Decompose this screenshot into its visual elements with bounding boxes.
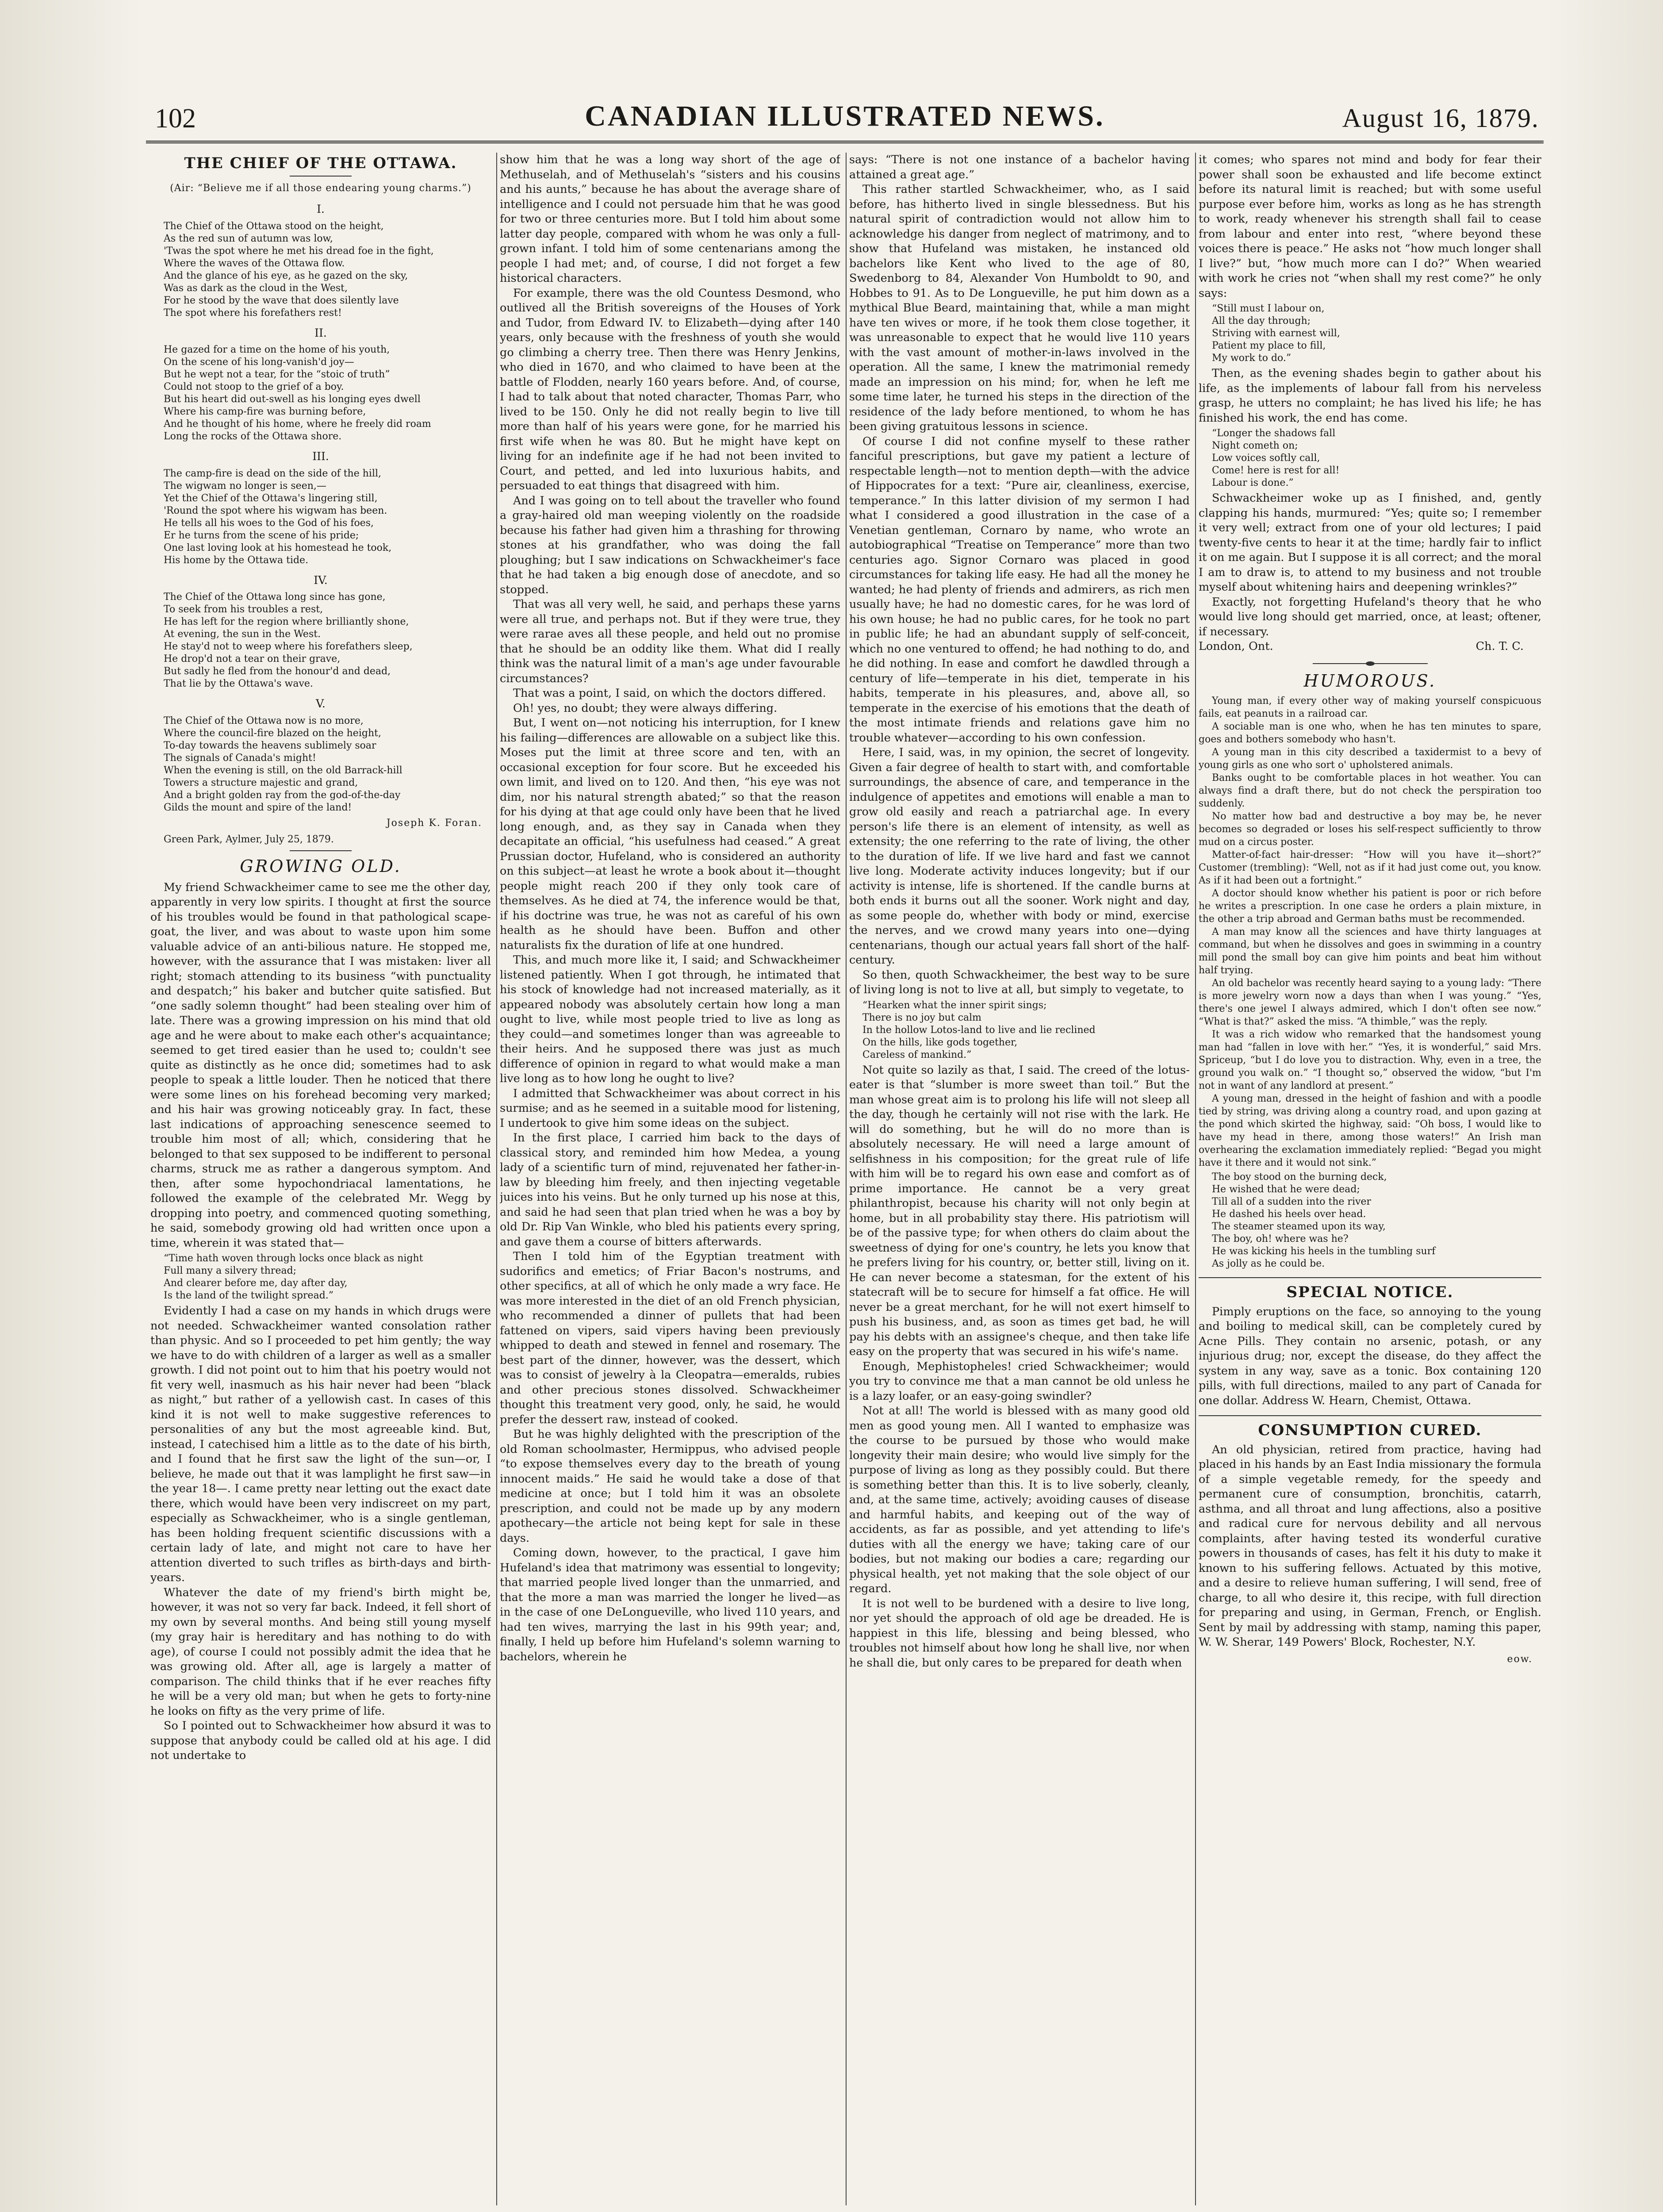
humor-item: Matter-of-fact hair-dresser: “How will you have it—short?” Customer (trembling): “Well, not as if it had just come out, you know. As if it had been out a fortnight.” [1199,849,1541,886]
paragraph: Evidently I had a case on my hands in which drugs were not needed. Schwackheimer wanted consolation rather than physic. And so I proceeded to pet him gently; the way we have to do with children of a larger as well as a smaller growth. I did not point out to him that his poetry would not fit very well, inasmuch as his hair never had been “black as night,” but rather of a yellowish cast. In cases of this kind it is not well to make suggestive references to personalities of any but the most agreeable kind. But, instead, I catechised him a little as to the date of his birth, and I found that he first saw the light of the sun—or, I believe, he made out that it was lamplight he first saw—in the year 18—. I came pretty near letting out the exact date there, which would have been very indiscreet on my part, especially as Schwackheimer, who is a single gentleman, has been holding frequent scientific discussions with a certain lady of late, and might not care to have her attention diverted to such trifles as birth-days and birth-years. [150,1304,491,1584]
section-rule [290,850,352,851]
column-divider [496,153,497,2205]
humor-item: Young man, if every other way of making yourself conspicuous fails, eat peanuts in a railroad car. [1199,695,1541,719]
verse-quote: “Hearken what the inner spirit sings; There is no joy but calm In the hollow Lotos-land to live and lie reclined On the hills, like gods together, Careless of mankind.” [862,999,1096,1060]
paragraph: says: “There is not one instance of a bachelor having attained a great age.” [849,153,1190,181]
section-rule [1199,1277,1541,1278]
page-edge-shading [1548,0,1663,2212]
paragraph: And I was going on to tell about the traveller who found a gray-haired old man weeping violently on the roadside because his father had given him a thrashing for throwing stones at his grandfather, who was doing the fall ploughing; but I saw indications on Schwackheimer's face that he had taken a big enough dose of anecdote, and so stopped. [500,494,840,596]
paragraph: Of course I did not confine myself to these rather fanciful prescriptions, but gave my patient a lecture of respectable length—not to mention depth—with the advice of Hippocrates for a text: “Pure air, cleanliness, exercise, temperance.” In this latter division of my sermon I had what I considered a good illustration in the case of a Venetian gentleman, Cornaro by name, who wrote an autobiographical “Treatise on Temperance” more than two centuries ago. Signor Cornaro was placed in good circumstances for taking life easy. He had all the money he wanted; he had plenty of friends and admirers, as rich men usually have; he had no domestic cares, for he was lord of his own house; he had no public cares, for he took no part in public life; he had an abundant supply of self-conceit, which no one ventured to offend; he had nothing to do, and he did nothing. In ease and comfort he dawdled through a century of life—temperate in his diet, temperate in his habits, temperate in his pleasures, and, above all, so temperate in the exercise of his emotions that the death of the most intimate friends and relations gave him no trouble whatever—according to his own confession. [849,434,1190,745]
consumption-title: CONSUMPTION CURED. [1258,1421,1482,1439]
stanza-text: The Chief of the Ottawa now is no more, Where the council-fire blazed on the height, To-day towards the heavens sublimely soar The signals of Canada's might! When the evening is still, on the old Barrack-hill Towers a structure majestic and grand, And a bright golden ray from the god-of-the-day Gilds the mount and spire of the land! [164,715,402,813]
stanza-number: III. [312,450,329,463]
paragraph: Oh! yes, no doubt; they were always differing. [513,701,778,715]
humorous-title: HUMOROUS. [1303,671,1437,691]
page-header [146,100,1544,135]
special-notice-text: Pimply eruptions on the face, so annoying to the young and boiling to medical skill, can be completely cured by Acne Pills. They contain no arsenic, potash, or any injurious drug; nor, except the disease, do they affect the system in any way, save as a tonic. Box containing 120 pills, with full directions, mailed to any part of Canada for one dollar. Address W. Hearn, Chemist, Ottawa. [1199,1305,1541,1407]
byline-initials: Ch. T. C. [1475,640,1524,653]
humorous-items [1199,695,1541,1270]
ad-tag: eow. [1507,1653,1533,1665]
consumption-text: An old physician, retired from practice, having had placed in his hands by an East India missionary the formula of a simple vegetable remedy, for the speedy and permanent cure of consumption, bronchitis, catarrh, asthma, and all throat and lung affections, also a positive and radical cure for nervous debility and all nervous complaints, after having tested its wonderful curative powers in thousands of cases, has felt it his duty to make it known to his suffering fellows. Actuated by this motive, and a desire to relieve human suffering, I will send, free of charge, to all who desire it, this recipe, with full direction for preparing and using, in German, French, or English. Sent by mail by addressing with stamp, naming this paper, W. W. Sherar, 149 Powers' Block, Rochester, N.Y. [1199,1443,1541,1649]
paragraph: Not quite so lazily as that, I said. The creed of the lotus-eater is that “slumber is more sweet than toil.” But the man whose great aim is to prolong his life will not sleep all the day, though he certainly will not rise with the lark. He will do something, but he will do no more than is absolutely necessary. He will need a large amount of selfishness in his composition; for the great rule of life with him will be to regard his own ease and comfort as of prime importance. He cannot be a very great philanthropist, because his charity will not only begin at home, but in all probability stay there. His patriotism will be of the passive type; for when others do claim about the sweetness of dying for one's country, he lets you know that he prefers living for his country, or, better still, living on it. He can never become a statesman, for the extent of his statecraft will be to secure for himself a fat office. He will never be a great merchant, for he will not exert himself to push his business, and, as soon as times get bad, he will pay his debts with an assignee's cheque, and then take life easy on the property that was secured in his wife's name. [849,1063,1190,1358]
humor-item: A young man, dressed in the height of fashion and with a poodle tied by string, was driving along a country road, and upon gazing at the pond which skirted the highway, said: “Oh boss, I would like to have my head in there, among those waters!” An Irish man overhearing the exclamation immediately replied: “Begad you might have it there and it would not sink.” [1199,1093,1541,1168]
paragraph: Coming down, however, to the practical, I gave him Hufeland's idea that matrimony was essential to longevity; that married people lived longer than the unmarried, and that the more a man was married the longer he lived—as in the case of one DeLongueville, who lived 110 years, and had ten wives, marrying the last in his 99th year; and, finally, I held up before him Hufeland's solemn warning to bachelors, wherein he [500,1546,840,1663]
column-2 [500,153,840,2212]
humor-item: A sociable man is one who, when he has ten minutes to spare, goes and bothers somebody who hasn't. [1199,721,1541,745]
masthead-title: CANADIAN ILLUSTRATED NEWS. [585,100,1105,132]
column-4 [1199,153,1541,2212]
paragraph: So then, quoth Schwackheimer, the best way to be sure of living long is not to live at all, but simply to vegetate, to [849,968,1190,996]
paragraph: Here, I said, was, in my opinion, the secret of longevity. Given a fair degree of health to start with, and comfortable surroundings, the absence of care, and temperance in the indulgence of appetites and emotions will enable a man to grow old easily and reach a patriarchal age. In every person's life there is an element of intensity, as well as extensity; the one referring to the rate of living, the other to the duration of life. If we live hard and fast we cannot live long. Moderate activity induces longevity; but if our activity is intense, life is shortened. If the candle burns at both ends it burns out all the sooner. Work night and day, as some people do, whether with body or mind, exercise the nerves, and we crowd many years into one—dying centenarians, though our actual years fall short of the half-century. [849,746,1190,967]
poem-place: Green Park, Aylmer, July 25, 1879. [164,834,334,845]
paragraph: I admitted that Schwackheimer was about correct in his surmise; and as he seemed in a suitable mood for listening, I undertook to give him some ideas on the subject. [500,1087,840,1130]
humor-item: A young man in this city described a taxidermist to a bevy of young girls as one who sort o' upholstered animals. [1199,747,1541,771]
paragraph: Exactly, not forgetting Hufeland's theory that he who would live long should get married, once, at least; oftener, if necessary. [1199,595,1541,638]
paragraph: That was all very well, he said, and perhaps these yarns were all true, and perhaps not. But if they were true, they were rarae aves all these people, and held out no promise that he should be an oddity like them. What did I really think was the natural limit of a man's age under favourable circumstances? [500,598,840,685]
humor-item: A man may know all the sciences and have thirty languages at command, but when he dissolves and goes in swimming in a country mill pond the small boy can give him points and beat him without half trying. [1199,926,1541,976]
header-rule [146,141,1544,143]
issue-date: August 16, 1879. [1342,104,1539,133]
essay-title: GROWING OLD. [240,856,402,876]
column-3 [849,153,1190,2212]
humor-item: It was a rich widow who remarked that the handsomest young man had “fallen in love with her.” “Yes, it is wonderful,” said Mrs. Spriceup, “but I do love you to distraction. Why, even in a tree, the ground you walk on.” “I thought so,” observed the widow, “but I'm not in want of any landlord at present.” [1199,1029,1541,1091]
humor-item: No matter how bad and destructive a boy may be, he never becomes so degraded or loses his self-respect sufficiently to throw mud on a circus poster. [1199,811,1541,848]
column-1 [150,153,491,2212]
section-rule [1199,1415,1541,1416]
paragraph: In the first place, I carried him back to the days of classical story, and reminded him how Medea, a young lady of a scientific turn of mind, rejuvenated her father-in-law by bleeding him freely, and then injecting vegetable juices into his veins. But he only turned up his nose at this, and said he had seen that plan tried when he was a boy by old Dr. Rip Van Winkle, who bled his patients every spring, and gave them a course of bitters afterwards. [500,1131,840,1248]
humor-item: A doctor should know whether his patient is poor or rich before he writes a prescription. In one case he orders a plain mixture, in the other a trip abroad and German baths must be recommended. [1199,888,1541,925]
article-byline [1199,639,1541,654]
paragraph: It is not well to be burdened with a desire to live long, nor yet should the approach of old age be dreaded. He is happiest in this life, blessing and being blessed, who troubles not himself about how long he shall live, nor when he shall die, but only cares to be prepared for death when [849,1597,1190,1670]
paragraph: My friend Schwackheimer came to see me the other day, apparently in very low spirits. I thought at first the source of his troubles would be found in that pathological scape-goat, the liver, and was about to waste upon him some valuable advice of an anti-bilious nature. He stopped me, however, with the assurance that I was mistaken: liver all right; stomach attending to its business “with punctuality and despatch;” his baker and butcher quite satisfied. But “one sadly solemn thought” had been stealing over him of late. There was a growing impression on his mind that old age and he were about to make each other's acquaintance; seemed to get tired easier than he used to; couldn't see quite as distinctly as he once did; sometimes had to ask people to speak a little louder. Then he noticed that there were some lines on his forehead becoming very marked; and his hair was growing noticeably gray. In fact, these last indications of approaching senescence seemed to trouble him most of all; which, considering that he belonged to that sex supposed to be indifferent to personal charms, struck me as rather a dangerous symptom. And then, after some hypochondriacal lamentations, he followed the example of the celebrated Mr. Wegg by dropping into poetry, and commenced quoting something, he said, somebody growing old had written once upon a time, wherein it was stated that— [150,880,491,1250]
stanza-text: The camp-fire is dead on the side of the hill, The wigwam no longer is seen,— Yet the Chief of the Ottawa's lingering still, 'Round the spot where his wigwam has been. He tells all his woes to the God of his foes, Er he turns from the scene of his pride; One last loving look at his homestead he took, His home by the Ottawa tide. [164,468,392,566]
paragraph: For example, there was the old Countess Desmond, who outlived all the British sovereigns of the Houses of York and Tudor, from Edward IV. to Elizabeth—dying after 140 years, only because with the freshness of youth she would go climbing a cherry tree. Then there was Henry Jenkins, who died in 1670, and who claimed to have been at the battle of Flodden, nearly 160 years before. And, of course, I had to talk about that noted character, Thomas Parr, who lived to be 150. Only he did not really begin to live till more than half of his years were gone, for he married his first wife when he was 80. But he might have kept on living for an indefinite age if he had not been invited to Court, and petted, and led into luxurious habits, and persuaded to eat things that disagreed with him. [500,286,840,492]
paragraph: it comes; who spares not mind and body for fear their power shall soon be exhausted and life become extinct before its natural limit is reached; but with some useful purpose ever before him, works as long as he has strength to work, ready whenever his strength shall fail to cease from labour and enter into rest, “where beyond these voices there is peace.” He asks not “how much longer shall I live?” but, “how much more can I do?” When wearied with work he cries not “when shall my rest come?” he only says: [1199,153,1541,300]
paragraph: This rather startled Schwackheimer, who, as I said before, has hitherto lived in single blessedness. But his natural spirit of contradiction would not allow him to acknowledge his danger from neglect of matrimony, and to show that Hufeland was mistaken, he instanced old bachelors like Kent who lived to the age of 80, Swedenborg to 84, Alexander Von Humboldt to 90, and Hobbes to 91. As to De Longueville, he put him down as a mythical Blue Beard, maintaining that, while a man might have ten wives or more, if he took them close together, it was unreasonable to expect that he would live 110 years with the vast amount of mother-in-laws involved in the operation. All the same, I knew the matrimonial remedy made an impression on his mind; for, when he left me some time later, he turned his steps in the direction of the residence of the lady before mentioned, to whom he has been giving gratuitous lessons in science. [849,183,1190,433]
page-edge-shading [0,0,142,2212]
ornament-divider [1313,661,1428,666]
poem-signature: Joseph K. Foran. [386,817,482,829]
paragraph: That was a point, I said, on which the doctors differed. [513,687,826,700]
humor-item: Banks ought to be comfortable places in hot weather. You can always find a draft there, but do not check the perspiration too suddenly. [1199,772,1541,809]
stanza-number: V. [316,697,326,710]
humor-verse: The boy stood on the burning deck, He wished that he were dead; Till all of a sudden into the river He dashed his heels over head. The steamer steamed upon its way, The boy, oh! where was he? He was kicking his heels in the tumbling surf As jolly as he could be. [1212,1171,1436,1269]
poem-title: THE CHIEF OF THE OTTAWA. [184,154,457,172]
humor-item: An old bachelor was recently heard saying to a young lady: “There is more jewelry worn now a days than when I was young.” “Yes, there's one jewel I always admired, which I don't often see now.” “What is that?” asked the miss. “A thimble,” was the reply. [1199,978,1541,1027]
verse-quote: “Still must I labour on, All the day through; Striving with earnest will, Patient my place to fill, My work to do.” [1212,303,1340,364]
paragraph: Whatever the date of my friend's birth might be, however, it was not so very far back. Indeed, it fell short of my own by several months. And being still young myself (my gray hair is hereditary and has nothing to do with age), of course I could not possibly admit the idea that he was growing old. After all, age is largely a matter of comparison. The child thinks that if he ever reaches fifty he will be a very old man; but when he gets to forty-nine he looks on fifty as the very prime of life. [150,1586,491,1718]
verse-quote: “Time hath woven through locks once black as night Full many a silvery thread; And clearer before me, day after day, Is the land of the twilight spread.” [164,1253,423,1301]
column-divider [846,153,847,2205]
title-rule [290,176,352,177]
paragraph: show him that he was a long way short of the age of Methuselah, and of Methuselah's “sisters and his cousins and his aunts,” because he has about the average share of intelligence and I could not persuade him that he was good for two or three centuries more. But I told him about some latter day people, compared with whom he was only a full-grown infant. I told him of some centenarians among the people I had met; and, of course, I did not forget a few historical characters. [500,153,840,285]
paragraph: Schwackheimer woke up as I finished, and, gently clapping his hands, murmured: “Yes; quite so; I remember it very well; extract from one of your old lectures; I paid twenty-five cents to hear it at the time; hardly fair to inflict it on me again. But I suppose it is all correct; and the moral I am to draw is, to attend to my business and not trouble myself about whitening hairs and deepening wrinkles?” [1199,492,1541,594]
stanza-number: I. [317,203,325,215]
poem-air: (Air: “Believe me if all those endearing young charms.”) [170,182,471,194]
paragraph: So I pointed out to Schwackheimer how absurd it was to suppose that anybody could be called old at his age. I did not undertake to [150,1719,491,1762]
paragraph: But, I went on—not noticing his interruption, for I knew his failing—differences are allowable on a subject like this. Moses put the limit at three score and ten, with an occasional exception for four score. But he exceeded his own limit, and lived on to 120. And then, “his eye was not dim, nor his natural strength abated;” so that the reason for his dying at that age could only have been that he lived long enough, and, as they say in Canada when they decapitate an official, “his usefulness had ceased.” A great Prussian doctor, Hufeland, who is considered an authority on this subject—at least he wrote a book about it—thought people might reach 200 if they only took care of themselves. As he died at 74, the inference would be that, if his doctrine was true, he was not as careful of his own health as he should have been. Buffon and other naturalists fix the duration of life at one hundred. [500,716,840,952]
poem-stanzas [150,202,491,814]
stanza-number: II. [314,326,327,339]
paragraph: Then I told him of the Egyptian treatment with sudorifics and emetics; of Friar Bacon's nostrums, and other specifics, at all of which he only made a wry face. He was more interested in the diet of an old French physician, who recommended a dinner of pullets that had been fattened on vipers, said vipers having been previously whipped to death and stewed in fennel and rosemary. The best part of the dinner, however, was the dessert, which was to consist of jewelry à la Cleopatra—emeralds, rubies and other precious stones dissolved. Schwackheimer thought this treatment very good, only, he said, he would prefer the dessert raw, instead of cooked. [500,1250,840,1426]
newspaper-page [146,0,1544,2212]
paragraph: This, and much more like it, I said; and Schwackheimer listened patiently. When I got through, he intimated that his stock of knowledge had not increased materially, as it appeared nobody was absolutely certain how long a man ought to live, while most people tried to live as long as they could—and sometimes longer than was agreeable to their heirs. And he supposed there was just as much difference of opinion in regard to what would make a man live long as to how long he ought to live? [500,953,840,1085]
page-number: 102 [155,104,196,134]
paragraph: Not at all! The world is blessed with as many good old men as good young men. All I wanted to emphasize was the course to be pursued by those who would make longevity their main desire; who would live simply for the purpose of living as long as they possibly could. But there is something better than this. It is to live soberly, cleanly, and, at the same time, actively; avoiding causes of disease and harmful habits, and keeping out of the way of accidents, as far as possible, and yet attending to life's duties with all the energy we have; taking care of our bodies, but not making our bodies a care; regarding our physical health, yet not making that the sole object of our regard. [849,1404,1190,1595]
special-notice-title: SPECIAL NOTICE. [1286,1283,1454,1301]
byline-place: London, Ont. [1199,640,1273,653]
stanza-text: The Chief of the Ottawa long since has gone, To seek from his troubles a rest, He has left for the region where brilliantly shone, At evening, the sun in the West. He stay'd not to weep where his forefathers sleep, He drop'd not a tear on their grave, But sadly he fled from the honour'd and dead, That lie by the Ottawa's wave. [164,591,413,689]
paragraph: Enough, Mephistopheles! cried Schwackheimer; would you try to convince me that a man cannot be old unless he is a lazy loafer, or an easy-going swindler? [849,1359,1190,1403]
stanza-number: IV. [314,573,328,587]
paragraph: Then, as the evening shades begin to gather about his life, as the implements of labour fall from his nerveless grasp, he utters no complaint; he has lived his life; he has finished his work, the end has come. [1199,367,1541,425]
stanza-text: The Chief of the Ottawa stood on the height, As the red sun of autumn was low, 'Twas the spot where he met his dread foe in the fight, Where the waves of the Ottawa flow. And the glance of his eye, as he gazed on the sky, Was as dark as the cloud in the West, For he stood by the wave that does silently lave The spot where his forefathers rest! [164,220,434,319]
paragraph: But he was highly delighted with the prescription of the old Roman schoolmaster, Hermippus, who advised people “to expose themselves every day to the breath of young innocent maids.” He said he would take a dose of that medicine at once; but I told him it was an obsolete prescription, and could not be made up by any modern apothecary—the article not being kept for sale in these days. [500,1428,840,1545]
column-divider [1195,153,1196,2205]
stanza-text: He gazed for a time on the home of his youth, On the scene of his long-vanish'd joy— But he wept not a tear, for the “stoic of truth” Could not stoop to the grief of a boy. But his heart did out-swell as his longing eyes dwell Where his camp-fire was burning before, And he thought of his home, where he freely did roam Long the rocks of the Ottawa shore. [164,344,431,442]
verse-quote: “Longer the shadows fall Night cometh on; Low voices softly call, Come! here is rest for all! Labour is done.” [1212,428,1340,488]
